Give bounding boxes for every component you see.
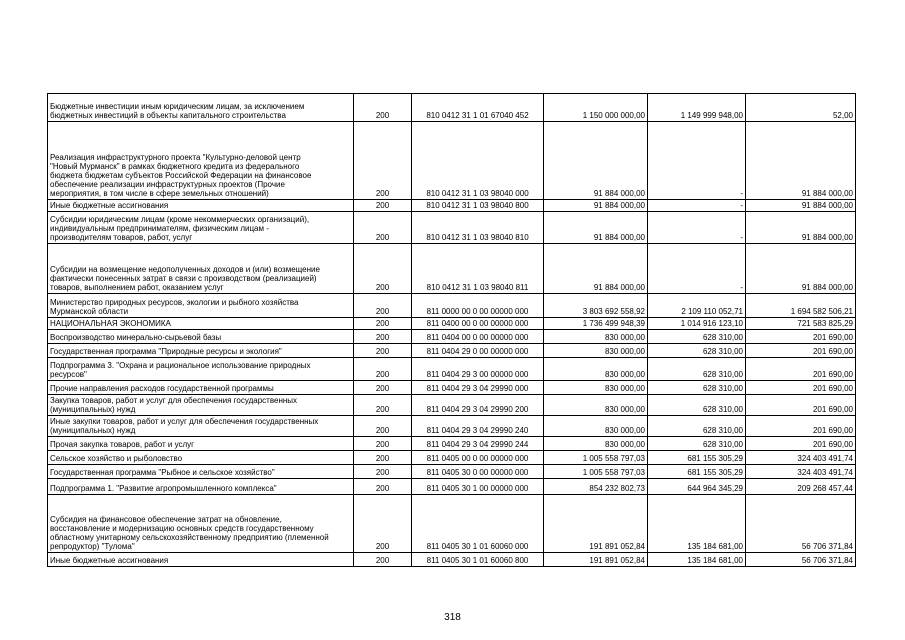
table-row [48,200,856,212]
cell-rest: 201 690,00 [746,358,856,381]
table-row [48,344,856,358]
cell-exec: - [648,122,746,200]
cell-exec: 628 310,00 [648,330,746,344]
table-row [48,358,856,381]
cell-rest: 201 690,00 [746,344,856,358]
cell-plan: 191 891 052,84 [544,495,648,553]
table-row [48,94,856,122]
cell-plan: 3 803 692 558,92 [544,294,648,318]
table-row [48,122,856,200]
cell-code: 200 [354,212,412,244]
table-row [48,318,856,330]
cell-name: Воспроизводство минерально-сырьевой базы [48,330,354,344]
budget-table [47,93,856,567]
cell-rest: 52,00 [746,94,856,122]
cell-exec: - [648,244,746,294]
cell-exec: 1 149 999 948,00 [648,94,746,122]
table-row [48,479,856,495]
cell-exec: 628 310,00 [648,358,746,381]
table-row [48,330,856,344]
cell-name: Министерство природных ресурсов, экологии и рыбного хозяйства Мурманской области [48,294,354,318]
cell-exec: 628 310,00 [648,344,746,358]
cell-cls: 811 0000 00 0 00 00000 000 [412,294,544,318]
cell-cls: 810 0412 31 1 03 98040 800 [412,200,544,212]
cell-name: Иные бюджетные ассигнования [48,553,354,567]
cell-name: Иные закупки товаров, работ и услуг для обеспечения государственных (муниципальных) нужд [48,416,354,437]
cell-name: Сельское хозяйство и рыболовство [48,451,354,465]
cell-plan: 854 232 802,73 [544,479,648,495]
cell-name: НАЦИОНАЛЬНАЯ ЭКОНОМИКА [48,318,354,330]
cell-name: Государственная программа "Природные ресурсы и экология" [48,344,354,358]
cell-name: Государственная программа "Рыбное и сельское хозяйство" [48,465,354,479]
cell-cls: 811 0404 29 3 04 29990 244 [412,437,544,451]
table-row [48,451,856,465]
cell-cls: 810 0412 31 1 03 98040 810 [412,212,544,244]
cell-code: 200 [354,344,412,358]
cell-code: 200 [354,395,412,416]
cell-code: 200 [354,437,412,451]
cell-name: Закупка товаров, работ и услуг для обеспечения государственных (муниципальных) нужд [48,395,354,416]
cell-rest: 201 690,00 [746,330,856,344]
cell-cls: 811 0405 30 0 00 00000 000 [412,465,544,479]
cell-rest: 1 694 582 506,21 [746,294,856,318]
table-row [48,244,856,294]
cell-code: 200 [354,330,412,344]
cell-cls: 811 0405 30 1 00 00000 000 [412,479,544,495]
cell-name: Субсидии на возмещение недополученных доходов и (или) возмещение фактически понесенных затрат в связи с производством (реализацией) товаров, выполнением работ, оказанием услуг [48,244,354,294]
cell-rest: 201 690,00 [746,381,856,395]
cell-plan: 1 736 499 948,39 [544,318,648,330]
cell-exec: 135 184 681,00 [648,495,746,553]
cell-rest: 91 884 000,00 [746,244,856,294]
cell-exec: 135 184 681,00 [648,553,746,567]
cell-exec: - [648,212,746,244]
cell-cls: 811 0405 30 1 01 60060 800 [412,553,544,567]
cell-cls: 811 0405 00 0 00 00000 000 [412,451,544,465]
cell-exec: 628 310,00 [648,437,746,451]
cell-name: Прочие направления расходов государственной программы [48,381,354,395]
cell-code: 200 [354,495,412,553]
cell-rest: 209 268 457,44 [746,479,856,495]
cell-cls: 810 0412 31 1 01 67040 452 [412,94,544,122]
cell-cls: 810 0412 31 1 03 98040 000 [412,122,544,200]
cell-plan: 91 884 000,00 [544,122,648,200]
cell-plan: 830 000,00 [544,330,648,344]
cell-cls: 811 0400 00 0 00 00000 000 [412,318,544,330]
cell-plan: 830 000,00 [544,344,648,358]
cell-cls: 811 0404 29 3 04 29990 000 [412,381,544,395]
cell-cls: 811 0405 30 1 01 60060 000 [412,495,544,553]
cell-plan: 830 000,00 [544,437,648,451]
cell-plan: 830 000,00 [544,416,648,437]
cell-name: Подпрограмма 1. "Развитие агропромышленного комплекса" [48,479,354,495]
table-row [48,437,856,451]
table-row [48,381,856,395]
cell-code: 200 [354,200,412,212]
cell-plan: 830 000,00 [544,381,648,395]
cell-name: Иные бюджетные ассигнования [48,200,354,212]
cell-name: Подпрограмма 3. "Охрана и рациональное использование природных ресурсов" [48,358,354,381]
cell-code: 200 [354,244,412,294]
cell-plan: 830 000,00 [544,395,648,416]
cell-exec: 681 155 305,29 [648,451,746,465]
cell-plan: 91 884 000,00 [544,212,648,244]
cell-rest: 721 583 825,29 [746,318,856,330]
cell-exec: 628 310,00 [648,416,746,437]
cell-rest: 91 884 000,00 [746,200,856,212]
cell-plan: 830 000,00 [544,358,648,381]
cell-plan: 91 884 000,00 [544,244,648,294]
cell-exec: - [648,200,746,212]
cell-cls: 810 0412 31 1 03 98040 811 [412,244,544,294]
cell-code: 200 [354,122,412,200]
table-row [48,465,856,479]
cell-plan: 1 005 558 797,03 [544,451,648,465]
cell-plan: 91 884 000,00 [544,200,648,212]
table-row [48,212,856,244]
cell-code: 200 [354,294,412,318]
cell-name: Субсидия на финансовое обеспечение затрат на обновление, восстановление и модернизацию основных средств государственному областному унитарному сельскохозяйственному предприятию (племенной репродуктор) "Тулома" [48,495,354,553]
cell-code: 200 [354,381,412,395]
cell-cls: 811 0404 29 0 00 00000 000 [412,344,544,358]
cell-rest: 91 884 000,00 [746,122,856,200]
table-row [48,495,856,553]
cell-exec: 2 109 110 052,71 [648,294,746,318]
table-row [48,395,856,416]
page-number: 318 [444,612,461,623]
cell-code: 200 [354,451,412,465]
cell-rest: 201 690,00 [746,416,856,437]
cell-rest: 56 706 371,84 [746,553,856,567]
cell-rest: 56 706 371,84 [746,495,856,553]
cell-code: 200 [354,479,412,495]
cell-name: Бюджетные инвестиции иным юридическим лицам, за исключением бюджетных инвестиций в объекты капитального строительства [48,94,354,122]
cell-code: 200 [354,94,412,122]
cell-cls: 811 0404 29 3 04 29990 200 [412,395,544,416]
cell-exec: 681 155 305,29 [648,465,746,479]
cell-rest: 201 690,00 [746,395,856,416]
budget-table-body [48,94,856,567]
cell-cls: 811 0404 29 3 00 00000 000 [412,358,544,381]
cell-code: 200 [354,358,412,381]
cell-plan: 1 150 000 000,00 [544,94,648,122]
cell-name: Субсидии юридическим лицам (кроме некоммерческих организаций), индивидуальным предпринимателям, физическим лицам - производителям товаров, работ, услуг [48,212,354,244]
cell-rest: 91 884 000,00 [746,212,856,244]
cell-rest: 201 690,00 [746,437,856,451]
cell-name: Реализация инфраструктурного проекта "Культурно-деловой центр "Новый Мурманск" в рамках бюджетного кредита из федерального бюджета бюджетам субъектов Российской Федерации на финансовое обеспечение реализации инфраструктурных проектов (Прочие мероприятия, в том числе в сфере земельных отношений) [48,122,354,200]
cell-code: 200 [354,318,412,330]
cell-exec: 1 014 916 123,10 [648,318,746,330]
table-row [48,294,856,318]
cell-exec: 644 964 345,29 [648,479,746,495]
table-row [48,553,856,567]
cell-rest: 324 403 491,74 [746,451,856,465]
table-row [48,416,856,437]
cell-exec: 628 310,00 [648,381,746,395]
cell-name: Прочая закупка товаров, работ и услуг [48,437,354,451]
cell-code: 200 [354,553,412,567]
cell-code: 200 [354,416,412,437]
cell-cls: 811 0404 29 3 04 29990 240 [412,416,544,437]
cell-cls: 811 0404 00 0 00 00000 000 [412,330,544,344]
cell-rest: 324 403 491,74 [746,465,856,479]
cell-code: 200 [354,465,412,479]
cell-exec: 628 310,00 [648,395,746,416]
cell-plan: 191 891 052,84 [544,553,648,567]
cell-plan: 1 005 558 797,03 [544,465,648,479]
